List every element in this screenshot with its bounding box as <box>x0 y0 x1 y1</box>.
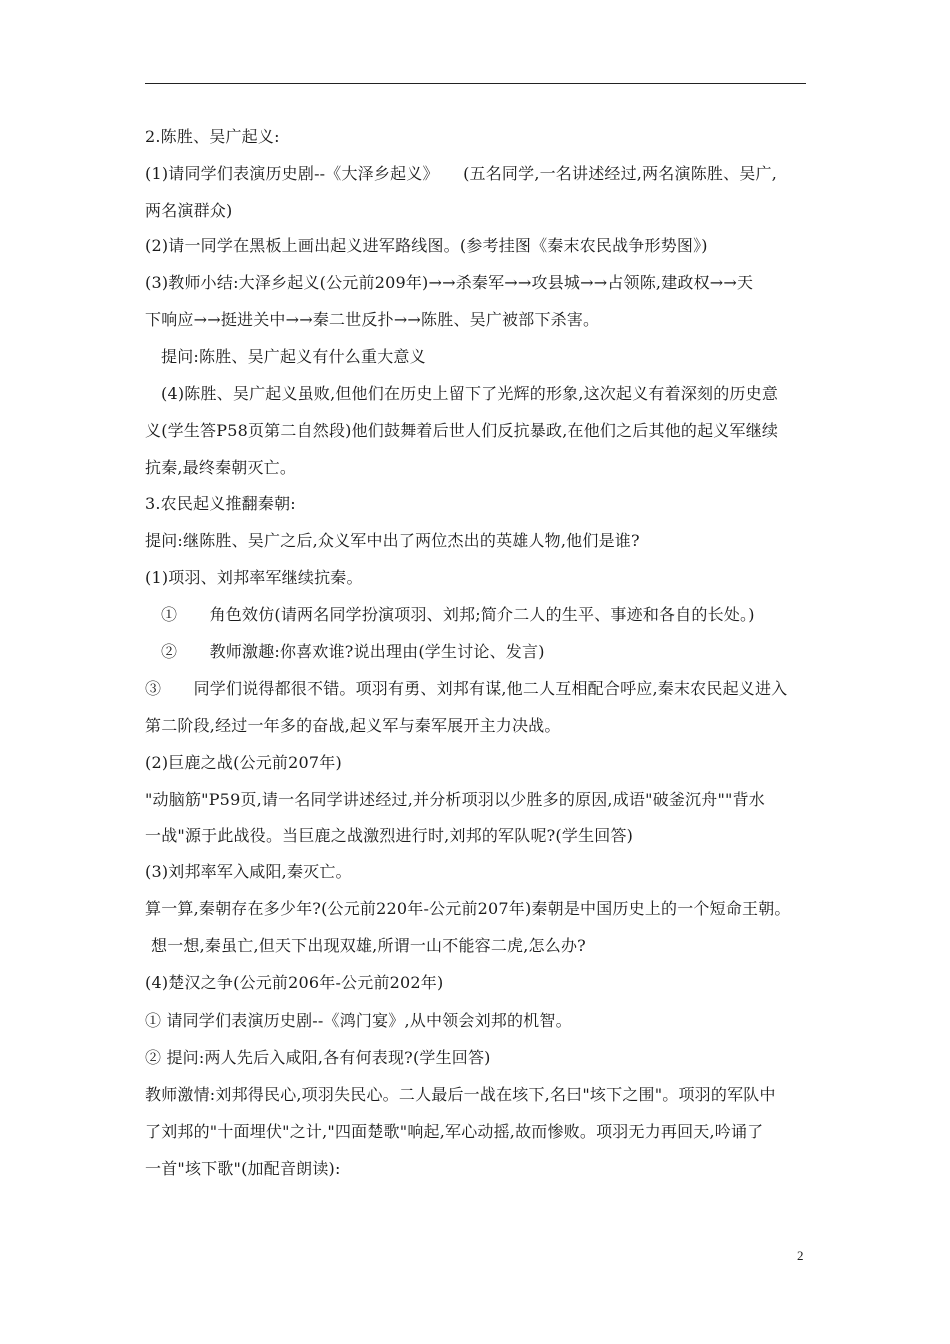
paragraph-line: 一首"垓下歌"(加配音朗读): <box>145 1159 341 1178</box>
header-rule <box>145 83 806 84</box>
paragraph-line: (3)教师小结:大泽乡起义(公元前209年)→→杀秦军→→攻县城→→占领陈,建政权→→天 <box>145 273 754 292</box>
list-item: ② 提问:两人先后入咸阳,各有何表现?(学生回答) <box>145 1048 491 1067</box>
paragraph-line: 下响应→→挺进关中→→秦二世反扑→→陈胜、吴广被部下杀害。 <box>145 310 600 329</box>
paragraph-line: 了刘邦的"十面埋伏"之计,"四面楚歌"响起,军心动摇,故而惨败。项羽无力再回天,吟诵了 <box>145 1122 764 1141</box>
list-item: ① 请同学们表演历史剧--《鸿门宴》,从中领会刘邦的机智。 <box>145 1011 572 1030</box>
section-heading-peasant-uprising: 3.农民起义推翻秦朝: <box>145 494 296 513</box>
paragraph-line: (4)楚汉之争(公元前206年-公元前202年) <box>145 973 444 992</box>
paragraph-line: 提问:继陈胜、吴广之后,众义军中出了两位杰出的英雄人物,他们是谁? <box>145 531 640 550</box>
paragraph-line: 一战"源于此战役。当巨鹿之战激烈进行时,刘邦的军队呢?(学生回答) <box>145 826 634 845</box>
paragraph-line: (2)巨鹿之战(公元前207年) <box>145 753 342 772</box>
paragraph-line: 第二阶段,经过一年多的奋战,起义军与秦军展开主力决战。 <box>145 716 561 735</box>
section-heading-chen-wu-uprising: 2.陈胜、吴广起义: <box>145 127 280 146</box>
paragraph-line: (1)请同学们表演历史剧--《大泽乡起义》 (五名同学,一名讲述经过,两名演陈胜、吴广, <box>145 164 777 183</box>
paragraph-line: "动脑筋"P59页,请一名同学讲述经过,并分析项羽以少胜多的原因,成语"破釜沉舟""背水 <box>145 790 765 809</box>
paragraph-line: (3)刘邦率军入咸阳,秦灭亡。 <box>145 862 352 881</box>
paragraph-line: 两名演群众) <box>145 201 233 220</box>
paragraph-line: 抗秦,最终秦朝灭亡。 <box>145 458 297 477</box>
list-item: ③ 同学们说得都很不错。项羽有勇、刘邦有谋,他二人互相配合呼应,秦末农民起义进入 <box>145 679 788 698</box>
paragraph-line: 提问:陈胜、吴广起义有什么重大意义 <box>161 347 426 366</box>
paragraph-line: (4)陈胜、吴广起义虽败,但他们在历史上留下了光辉的形象,这次起义有着深刻的历史意 <box>161 384 779 403</box>
paragraph-line: (1)项羽、刘邦率军继续抗秦。 <box>145 568 363 587</box>
paragraph-line: (2)请一同学在黑板上画出起义进军路线图。(参考挂图《秦末农民战争形势图》) <box>145 236 708 255</box>
paragraph-line: 想一想,秦虽亡,但天下出现双雄,所谓一山不能容二虎,怎么办? <box>151 936 586 955</box>
list-item: ② 教师激趣:你喜欢谁?说出理由(学生讨论、发言) <box>161 642 545 661</box>
paragraph-line: 教师激情:刘邦得民心,项羽失民心。二人最后一战在垓下,名曰"垓下之围"。项羽的军队中 <box>145 1085 776 1104</box>
list-item: ① 角色效仿(请两名同学扮演项羽、刘邦;简介二人的生平、事迹和各自的长处。) <box>161 605 755 624</box>
paragraph-line: 算一算,秦朝存在多少年?(公元前220年-公元前207年)秦朝是中国历史上的一个短命王朝。 <box>145 899 791 918</box>
page-number: 2 <box>797 1248 804 1263</box>
paragraph-line: 义(学生答P58页第二自然段)他们鼓舞着后世人们反抗暴政,在他们之后其他的起义军继续 <box>145 421 779 440</box>
